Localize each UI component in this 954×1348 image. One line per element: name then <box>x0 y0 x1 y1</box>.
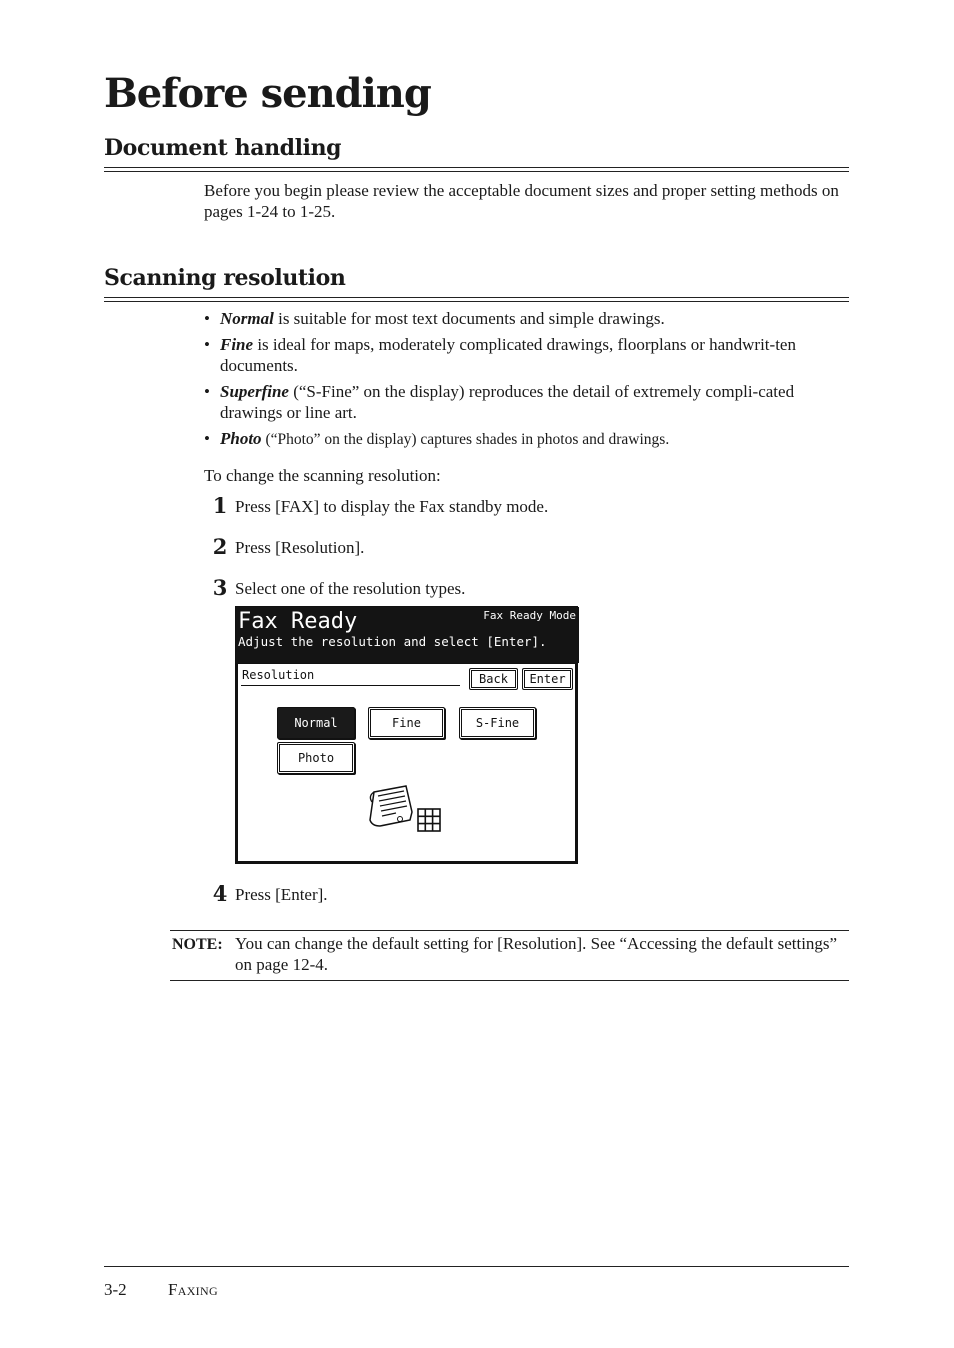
bullet-term: Fine <box>220 335 254 354</box>
bullet-photo <box>204 428 849 450</box>
fax-lcd-screen <box>235 606 578 864</box>
section-rule <box>104 167 849 172</box>
step-number: 4 <box>212 881 228 906</box>
resolution-bullet-list <box>204 308 849 455</box>
footer-rule <box>104 1266 849 1267</box>
document-handling-body: Before you begin please review the acceptable document sizes and proper setting methods on pages 1-24 to 1-25. <box>204 181 839 221</box>
note-rule-bottom <box>170 980 849 981</box>
lcd-title: Fax Ready <box>238 609 358 634</box>
note-rule-top <box>170 930 849 931</box>
step-number: 1 <box>212 493 228 518</box>
step-text: Press [Resolution]. <box>235 538 365 557</box>
bullet-term: Photo <box>220 429 262 448</box>
lcd-enter-button[interactable]: Enter <box>522 668 573 690</box>
lcd-header <box>236 607 579 663</box>
bullet-text: (“S-Fine” on the display) reproduces the detail of extremely compli-cated drawings or line art. <box>220 382 795 422</box>
step-text: Press [FAX] to display the Fax standby mode. <box>235 497 549 516</box>
bullet-dot: • <box>204 309 210 328</box>
lcd-mode: Fax Ready Mode <box>483 609 576 622</box>
section-heading-document-handling: Document handling <box>104 135 342 161</box>
footer-section-name: Faxing <box>168 1280 218 1299</box>
note-text: You can change the default setting for [Resolution]. See “Accessing the default settings” on page 12-4. <box>235 934 838 974</box>
lcd-back-button[interactable]: Back <box>469 668 518 690</box>
note-label: NOTE: <box>172 936 223 953</box>
lcd-option-photo[interactable]: Photo <box>277 742 355 774</box>
bullet-dot: • <box>204 382 210 401</box>
bullet-term: Normal <box>220 309 274 328</box>
step-text: Press [Enter]. <box>235 885 328 904</box>
steps-intro: To change the scanning resolution: <box>204 466 441 485</box>
bullet-term: Superfine <box>220 382 289 401</box>
step-text: Select one of the resolution types. <box>235 579 466 598</box>
bullet-normal <box>204 308 849 329</box>
step-number: 2 <box>212 534 228 559</box>
bullet-superfine <box>204 381 849 423</box>
lcd-panel <box>237 663 576 862</box>
lcd-field-underline <box>241 685 460 686</box>
lcd-instruction: Adjust the resolution and select [Enter]. <box>238 634 547 649</box>
lcd-option-normal[interactable]: Normal <box>277 707 355 739</box>
section-rule <box>104 297 849 302</box>
bullet-text: is ideal for maps, moderately complicated drawings, floorplans or handwrit-ten documents. <box>220 335 796 375</box>
document-scan-icon <box>366 782 446 842</box>
lcd-option-s-fine[interactable]: S-Fine <box>459 707 536 739</box>
bullet-fine <box>204 334 849 376</box>
lcd-option-fine[interactable]: Fine <box>368 707 445 739</box>
bullet-dot: • <box>204 335 210 354</box>
bullet-dot: • <box>204 429 210 448</box>
footer-page-number: 3-2 <box>104 1280 127 1299</box>
bullet-text: (“Photo” on the display) captures shades in photos and drawings. <box>261 431 670 448</box>
bullet-text: is suitable for most text documents and simple drawings. <box>273 309 665 328</box>
page-title: Before sending <box>104 70 431 117</box>
step-number: 3 <box>212 575 228 600</box>
lcd-resolution-label: Resolution <box>242 668 315 682</box>
section-heading-scanning-resolution: Scanning resolution <box>104 265 346 291</box>
